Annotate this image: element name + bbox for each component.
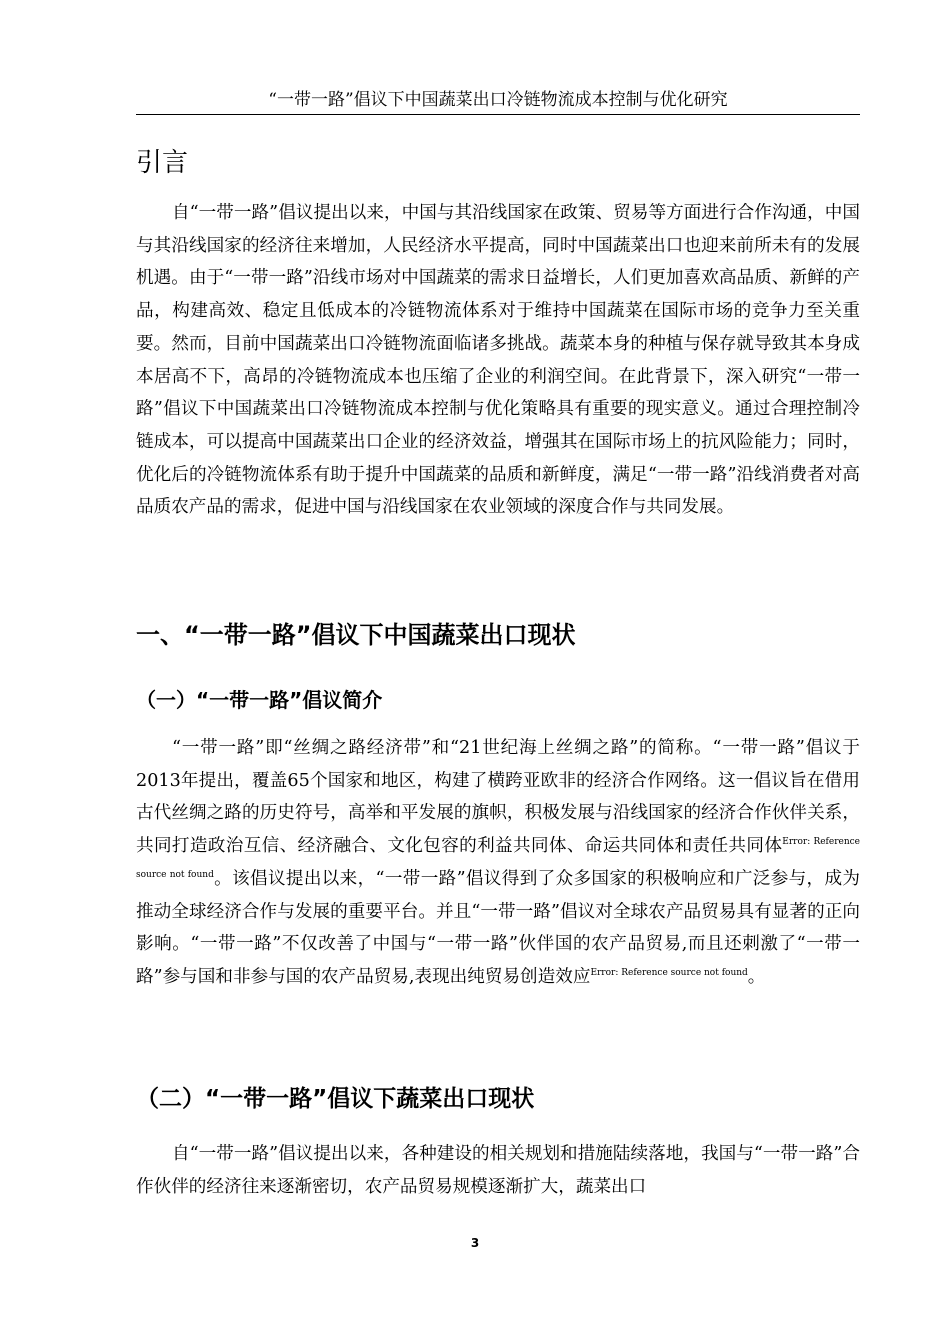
- intro-heading: 引言: [136, 148, 189, 178]
- subsection-heading-2: （二）“一带一路”倡议下蔬菜出口现状: [136, 1086, 535, 1112]
- paragraph-text: 。: [747, 966, 766, 987]
- running-header: “一带一路”倡议下中国蔬菜出口冷链物流成本控制与优化研究: [136, 88, 860, 115]
- reference-error: Error: Reference source not found: [136, 837, 860, 880]
- section-heading: 一、“一带一路”倡议下中国蔬菜出口现状: [136, 621, 576, 649]
- intro-paragraph: 自“一带一路”倡议提出以来，中国与其沿线国家在政策、贸易等方面进行合作沟通，中国与其沿线国家的经济往来增加，人民经济水平提高，同时中国蔬菜出口也迎来前所未有的发展机遇。由于“一带一路”沿线市场对中国蔬菜的需求日益增长，人们更加喜欢高品质、新鲜的产品，构建高效、稳定且低成本的冷链物流体系对于维持中国蔬菜在国际市场的竞争力至关重要。然而，目前中国蔬菜出口冷链物流面临诸多挑战。蔬菜本身的种植与保存就导致其本身成本居高不下，高昂的冷链物流成本也压缩了企业的利润空间。在此背景下，深入研究“一带一路”倡议下中国蔬菜出口冷链物流成本控制与优化策略具有重要的现实意义。通过合理控制冷链成本，可以提高中国蔬菜出口企业的经济效益，增强其在国际市场上的抗风险能力；同时，优化后的冷链物流体系有助于提升中国蔬菜的品质和新鲜度，满足“一带一路”沿线消费者对高品质农产品的需求，促进中国与沿线国家在农业领域的深度合作与共同发展。: [136, 203, 860, 518]
- subsection-2-paragraph: 自“一带一路”倡议提出以来，各种建设的相关规划和措施陆续落地，我国与“一带一路”合作伙伴的经济往来逐渐密切，农产品贸易规模逐渐扩大，蔬菜出口: [136, 1144, 860, 1197]
- reference-error: Error: Reference source not found: [590, 968, 748, 979]
- subsection-heading-1: （一）“一带一路”倡议简介: [136, 688, 383, 712]
- page-number: 3: [470, 1236, 480, 1250]
- paragraph-text: “一带一路”即“丝绸之路经济带”和“21世纪海上丝绸之路”的简称。“一带一路”倡议于2013年提出，覆盖65个国家和地区，构建了横跨亚欧非的经济合作网络。这一倡议旨在借用古代丝绸之路的历史符号，高举和平发展的旗帜，积极发展与沿线国家的经济合作伙伴关系，共同打造政治互信、经济融合、文化包容的利益共同体、命运共同体和责任共同体: [136, 738, 860, 857]
- paragraph-text: 。该倡议提出以来，“一带一路”倡议得到了众多国家的积极响应和广泛参与，成为推动全球经济合作与发展的重要平台。并且“一带一路”倡议对全球农产品贸易具有显著的正向影响。“一带一路”不仅改善了中国与“一带一路”伙伴国的农产品贸易,而且还刺激了“一带一路”参与国和非参与国的农产品贸易,表现出纯贸易创造效应: [136, 868, 860, 987]
- subsection-1-paragraph: [136, 732, 860, 994]
